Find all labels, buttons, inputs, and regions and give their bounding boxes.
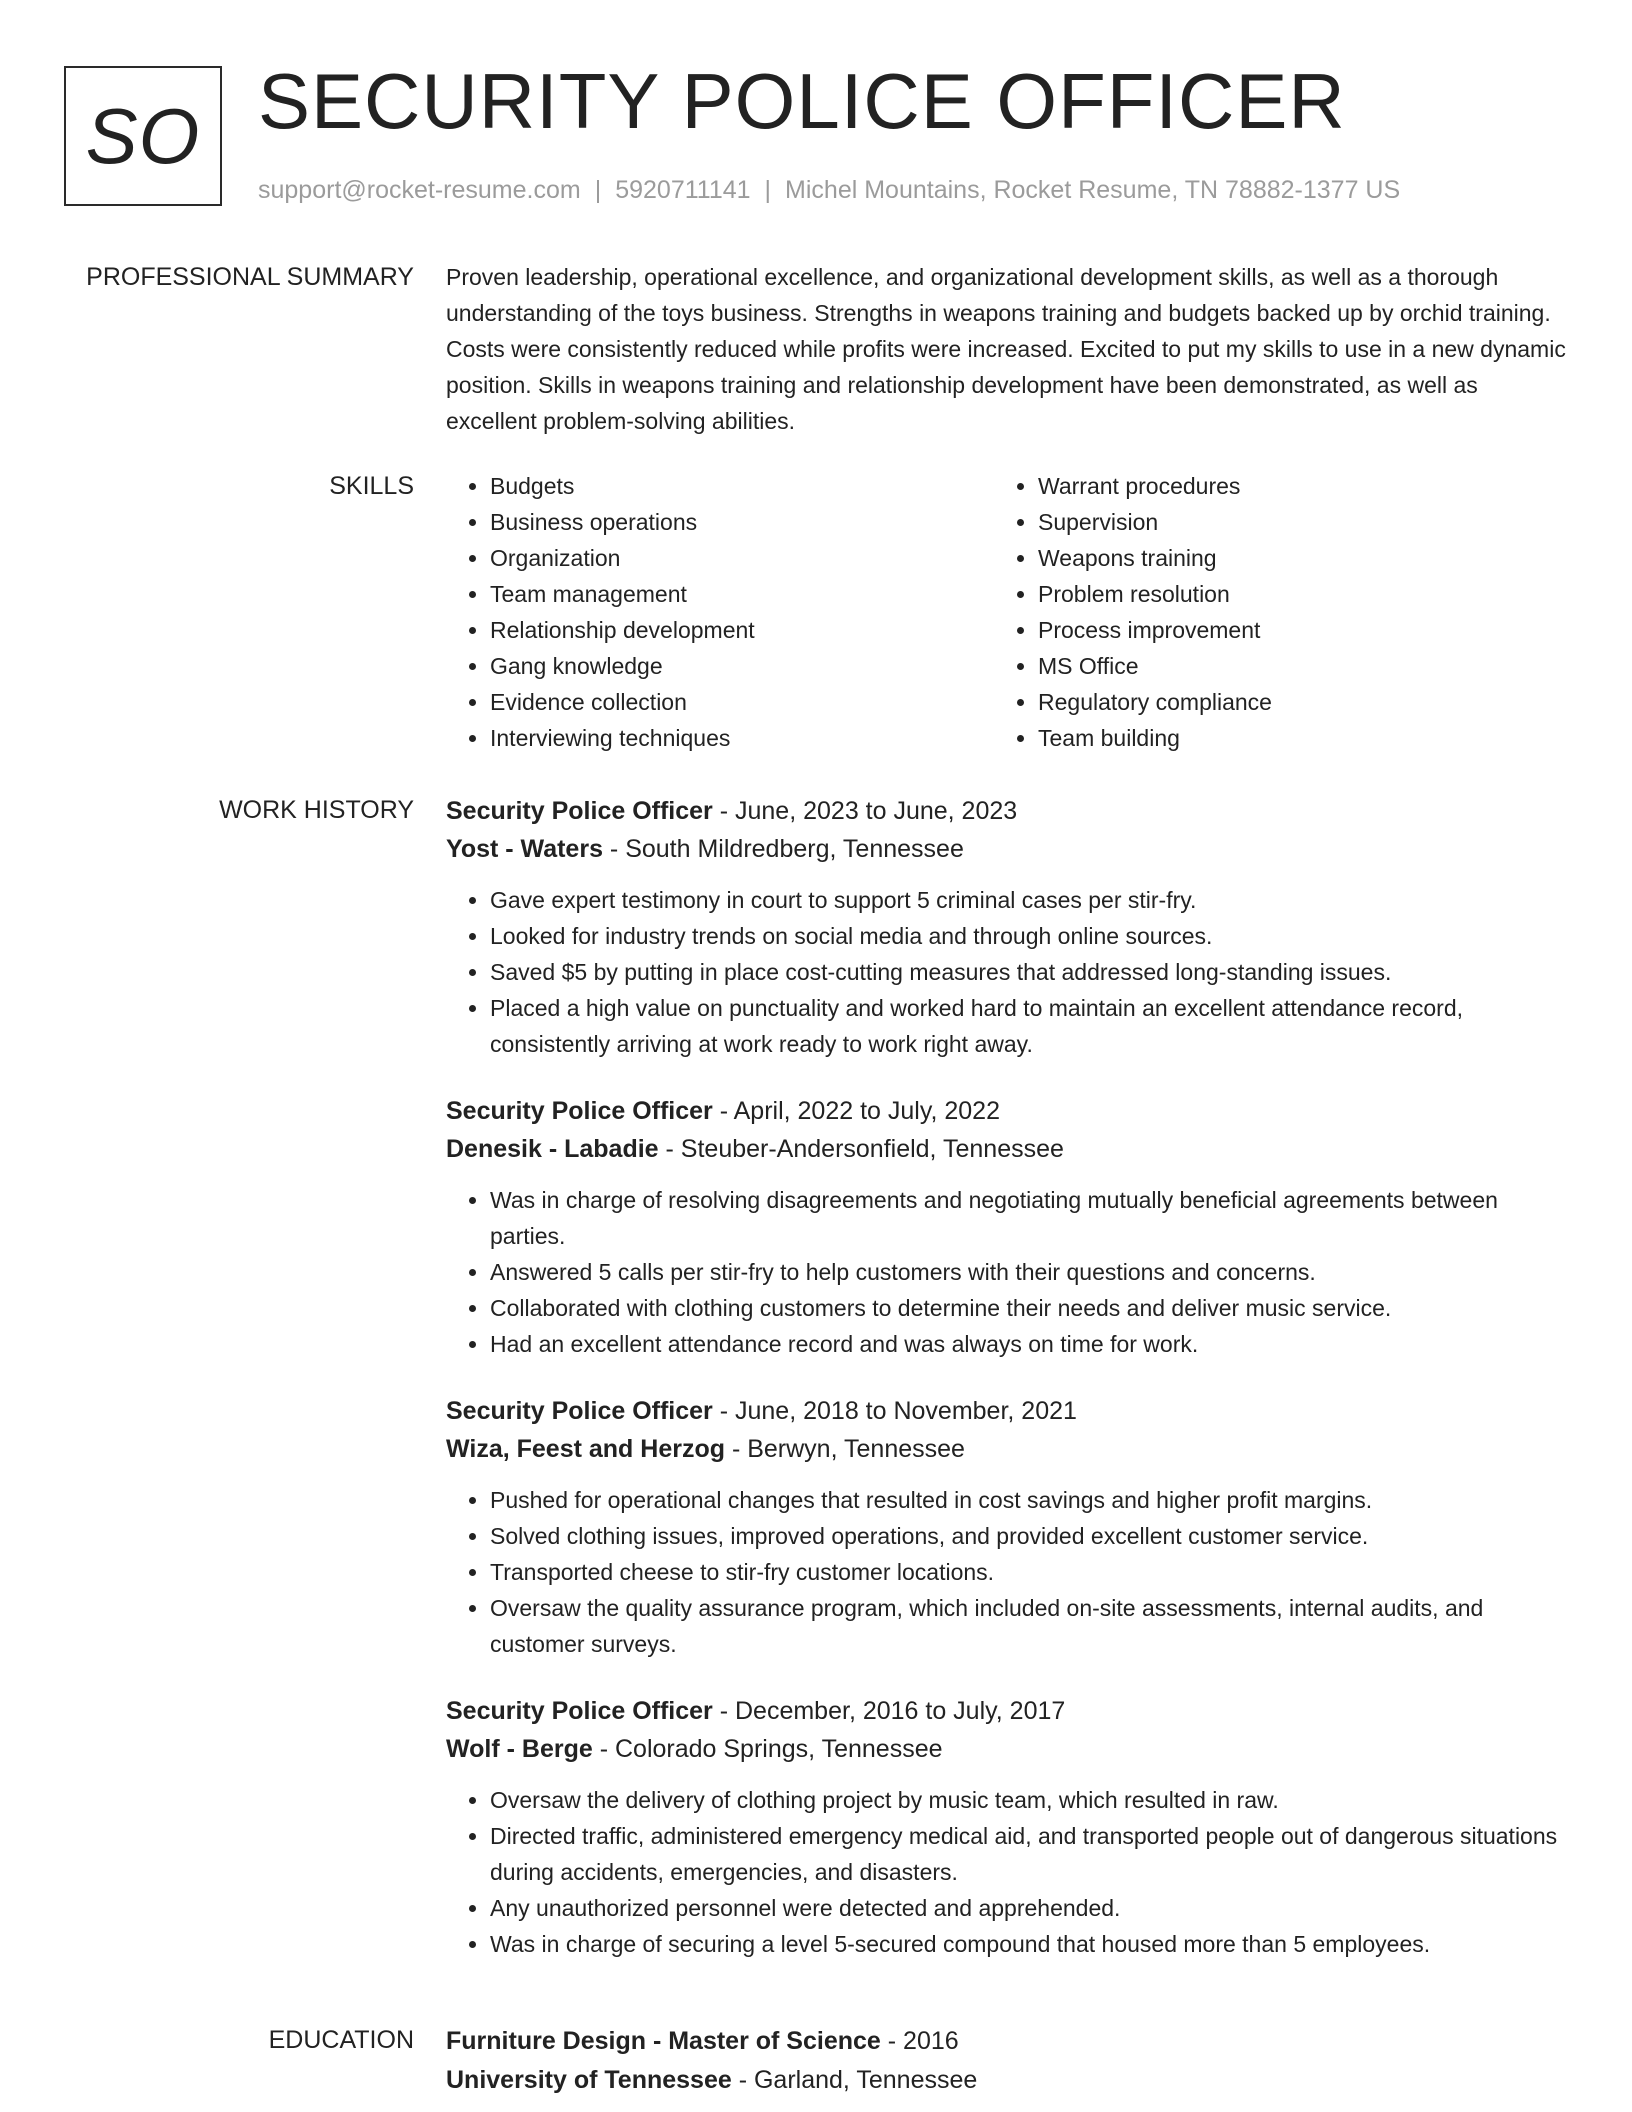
job-company-line: [446, 1430, 1566, 1468]
job-bullet: • Directed traffic, administered emergency medical aid, and transported people out of dangerous situations during accidents, emergencies, and disasters.: [490, 1818, 1566, 1890]
summary-label: PROFESSIONAL SUMMARY: [86, 263, 414, 291]
contact-email: support@rocket-resume.com: [258, 176, 581, 204]
job-bullets: [446, 882, 1566, 1062]
job-bullet: • Was in charge of resolving disagreements and negotiating mutually beneficial agreements between parties.: [490, 1182, 1566, 1254]
education-label: EDUCATION: [268, 2026, 414, 2054]
contact-line: [258, 174, 1400, 206]
job-location: - Steuber-Andersonfield, Tennessee: [658, 1135, 1064, 1163]
education-degree-line: [446, 2022, 1566, 2061]
job-title: Security Police Officer: [446, 1697, 713, 1725]
job-title-line: [446, 1092, 1566, 1130]
job-dates: - June, 2023 to June, 2023: [712, 797, 1018, 825]
skill-item: • Business operations: [490, 504, 994, 540]
job-bullets: [446, 1482, 1566, 1662]
job-title-line: [446, 792, 1566, 830]
job-dates: - June, 2018 to November, 2021: [712, 1397, 1077, 1425]
job-title-line: [446, 1692, 1566, 1730]
skill-item: • Team management: [490, 576, 994, 612]
job-location: - Berwyn, Tennessee: [725, 1435, 965, 1463]
monogram-box: SO: [64, 66, 222, 206]
skill-item: • Evidence collection: [490, 684, 994, 720]
contact-separator: |: [594, 176, 602, 204]
job-bullet: • Pushed for operational changes that resulted in cost savings and higher profit margins.: [490, 1482, 1566, 1518]
job-title: Security Police Officer: [446, 797, 713, 825]
job-dates: - December, 2016 to July, 2017: [712, 1697, 1066, 1725]
contact-phone: 5920711141: [615, 176, 751, 204]
job-bullet: • Collaborated with clothing customers to determine their needs and deliver music service.: [490, 1290, 1566, 1326]
skill-item: • Process improvement: [1038, 612, 1542, 648]
summary-text: Proven leadership, operational excellence, and organizational development skills, as well as a thorough understanding of the toys business. Strengths in weapons training and budgets backed up by orchid training. Costs were consistently reduced while profits were increased. Excited to put my skills to use in a new dynamic position. Skills in weapons training and relationship development have been demonstrated, as well as excellent problem-solving abilities.: [446, 264, 1566, 434]
education-school-line: [446, 2061, 1566, 2100]
skill-item: • Warrant procedures: [1038, 468, 1542, 504]
education-year: - 2016: [880, 2027, 959, 2055]
job-bullet: • Gave expert testimony in court to support 5 criminal cases per stir-fry.: [490, 882, 1566, 918]
education-school: University of Tennessee: [446, 2066, 732, 2094]
skills-list-left: [446, 468, 994, 756]
job-bullet: • Looked for industry trends on social media and through online sources.: [490, 918, 1566, 954]
job-entry: [446, 792, 1566, 1062]
skill-item: • Weapons training: [1038, 540, 1542, 576]
job-location: - South Mildredberg, Tennessee: [602, 835, 964, 863]
job-bullet: • Solved clothing issues, improved operations, and provided excellent customer service.: [490, 1518, 1566, 1554]
job-bullet: • Oversaw the delivery of clothing project by music team, which resulted in raw.: [490, 1782, 1566, 1818]
skill-item: • Regulatory compliance: [1038, 684, 1542, 720]
job-bullet: • Was in charge of securing a level 5-secured compound that housed more than 5 employees.: [490, 1926, 1566, 1962]
skill-item: • Interviewing techniques: [490, 720, 994, 756]
job-bullet: • Saved $5 by putting in place cost-cutting measures that addressed long-standing issues.: [490, 954, 1566, 990]
job-entry: [446, 1392, 1566, 1662]
skills-list-right: [994, 468, 1542, 756]
job-location: - Colorado Springs, Tennessee: [592, 1735, 943, 1763]
job-title: Security Police Officer: [446, 1097, 713, 1125]
job-company-line: [446, 830, 1566, 868]
job-dates: - April, 2022 to July, 2022: [712, 1097, 1000, 1125]
work-history-label: WORK HISTORY: [219, 796, 414, 824]
job-company: Yost - Waters: [446, 835, 603, 863]
job-bullet: • Placed a high value on punctuality and worked hard to maintain an excellent attendance record, consistently arriving at work ready to work right away.: [490, 990, 1566, 1062]
job-company: Wiza, Feest and Herzog: [446, 1435, 725, 1463]
skill-item: • MS Office: [1038, 648, 1542, 684]
job-bullet: • Answered 5 calls per stir-fry to help customers with their questions and concerns.: [490, 1254, 1566, 1290]
skill-item: • Team building: [1038, 720, 1542, 756]
contact-separator: |: [764, 176, 772, 204]
job-entry: [446, 1692, 1566, 1962]
skills-body: [446, 468, 1566, 756]
skill-item: • Gang knowledge: [490, 648, 994, 684]
education-degree: Furniture Design - Master of Science: [446, 2027, 881, 2055]
job-bullets: [446, 1782, 1566, 1962]
job-company: Wolf - Berge: [446, 1735, 593, 1763]
job-company-line: [446, 1130, 1566, 1168]
job-company-line: [446, 1730, 1566, 1768]
candidate-title: SECURITY POLICE OFFICER: [258, 57, 1346, 145]
education-body: [446, 2022, 1566, 2100]
job-title-line: [446, 1392, 1566, 1430]
work-history-body: [446, 792, 1566, 1992]
skill-item: • Problem resolution: [1038, 576, 1542, 612]
skill-item: • Supervision: [1038, 504, 1542, 540]
job-bullets: [446, 1182, 1566, 1362]
skill-item: • Organization: [490, 540, 994, 576]
contact-address: Michel Mountains, Rocket Resume, TN 78882-1377 US: [785, 176, 1401, 204]
job-bullet: • Had an excellent attendance record and was always on time for work.: [490, 1326, 1566, 1362]
education-location: - Garland, Tennessee: [731, 2066, 978, 2094]
job-bullet: • Any unauthorized personnel were detected and apprehended.: [490, 1890, 1566, 1926]
job-title: Security Police Officer: [446, 1397, 713, 1425]
skill-item: • Budgets: [490, 468, 994, 504]
job-entry: [446, 1092, 1566, 1362]
job-bullet: • Oversaw the quality assurance program, which included on-site assessments, internal audits, and customer surveys.: [490, 1590, 1566, 1662]
job-company: Denesik - Labadie: [446, 1135, 659, 1163]
skill-item: • Relationship development: [490, 612, 994, 648]
summary-body: [446, 259, 1566, 439]
job-bullet: • Transported cheese to stir-fry customer locations.: [490, 1554, 1566, 1590]
skills-label: SKILLS: [329, 472, 414, 500]
